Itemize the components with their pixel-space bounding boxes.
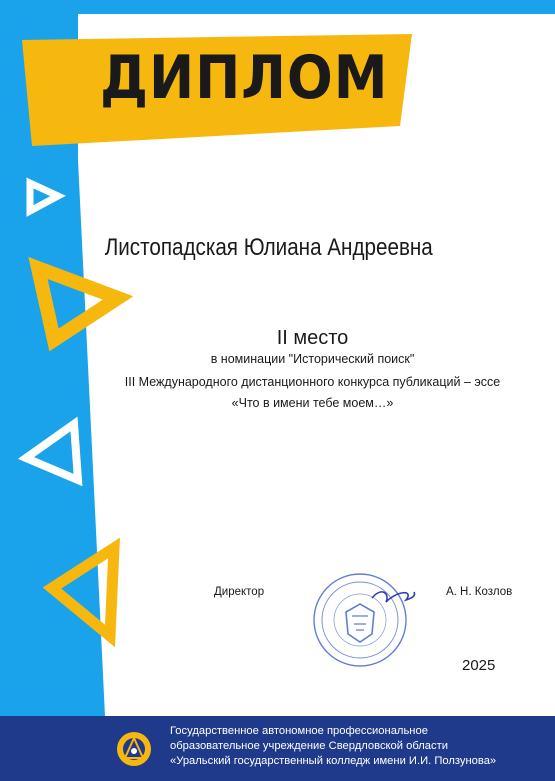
theme-line: «Что в имени тебе моем…»: [231, 396, 394, 410]
college-name: [170, 724, 550, 769]
college-name-line1: Государственное автономное профессиональное: [170, 725, 428, 737]
official-stamp-icon: [302, 568, 416, 668]
college-name-line3: «Уральский государственный колледж имени И.И. Ползунова»: [170, 755, 497, 767]
diploma-title: ДИПЛОМ: [100, 43, 389, 113]
award-place: II место: [276, 327, 349, 349]
college-name-line2: образовательное учреждение Свердловской области: [170, 740, 448, 752]
recipient-name: Листопадская Юлиана Андреевна: [104, 234, 433, 261]
nomination-line: в номинации "Исторический поиск": [210, 352, 415, 366]
college-logo-icon: [115, 730, 153, 768]
contest-line: III Международного дистанционного конкурса публикаций – эссе: [124, 375, 501, 389]
signature-icon: [372, 592, 415, 602]
director-name: А. Н. Козлов: [446, 586, 513, 598]
footer-bar: [0, 716, 555, 781]
director-label: Директор: [214, 586, 265, 598]
issue-year: 2025: [462, 657, 496, 674]
